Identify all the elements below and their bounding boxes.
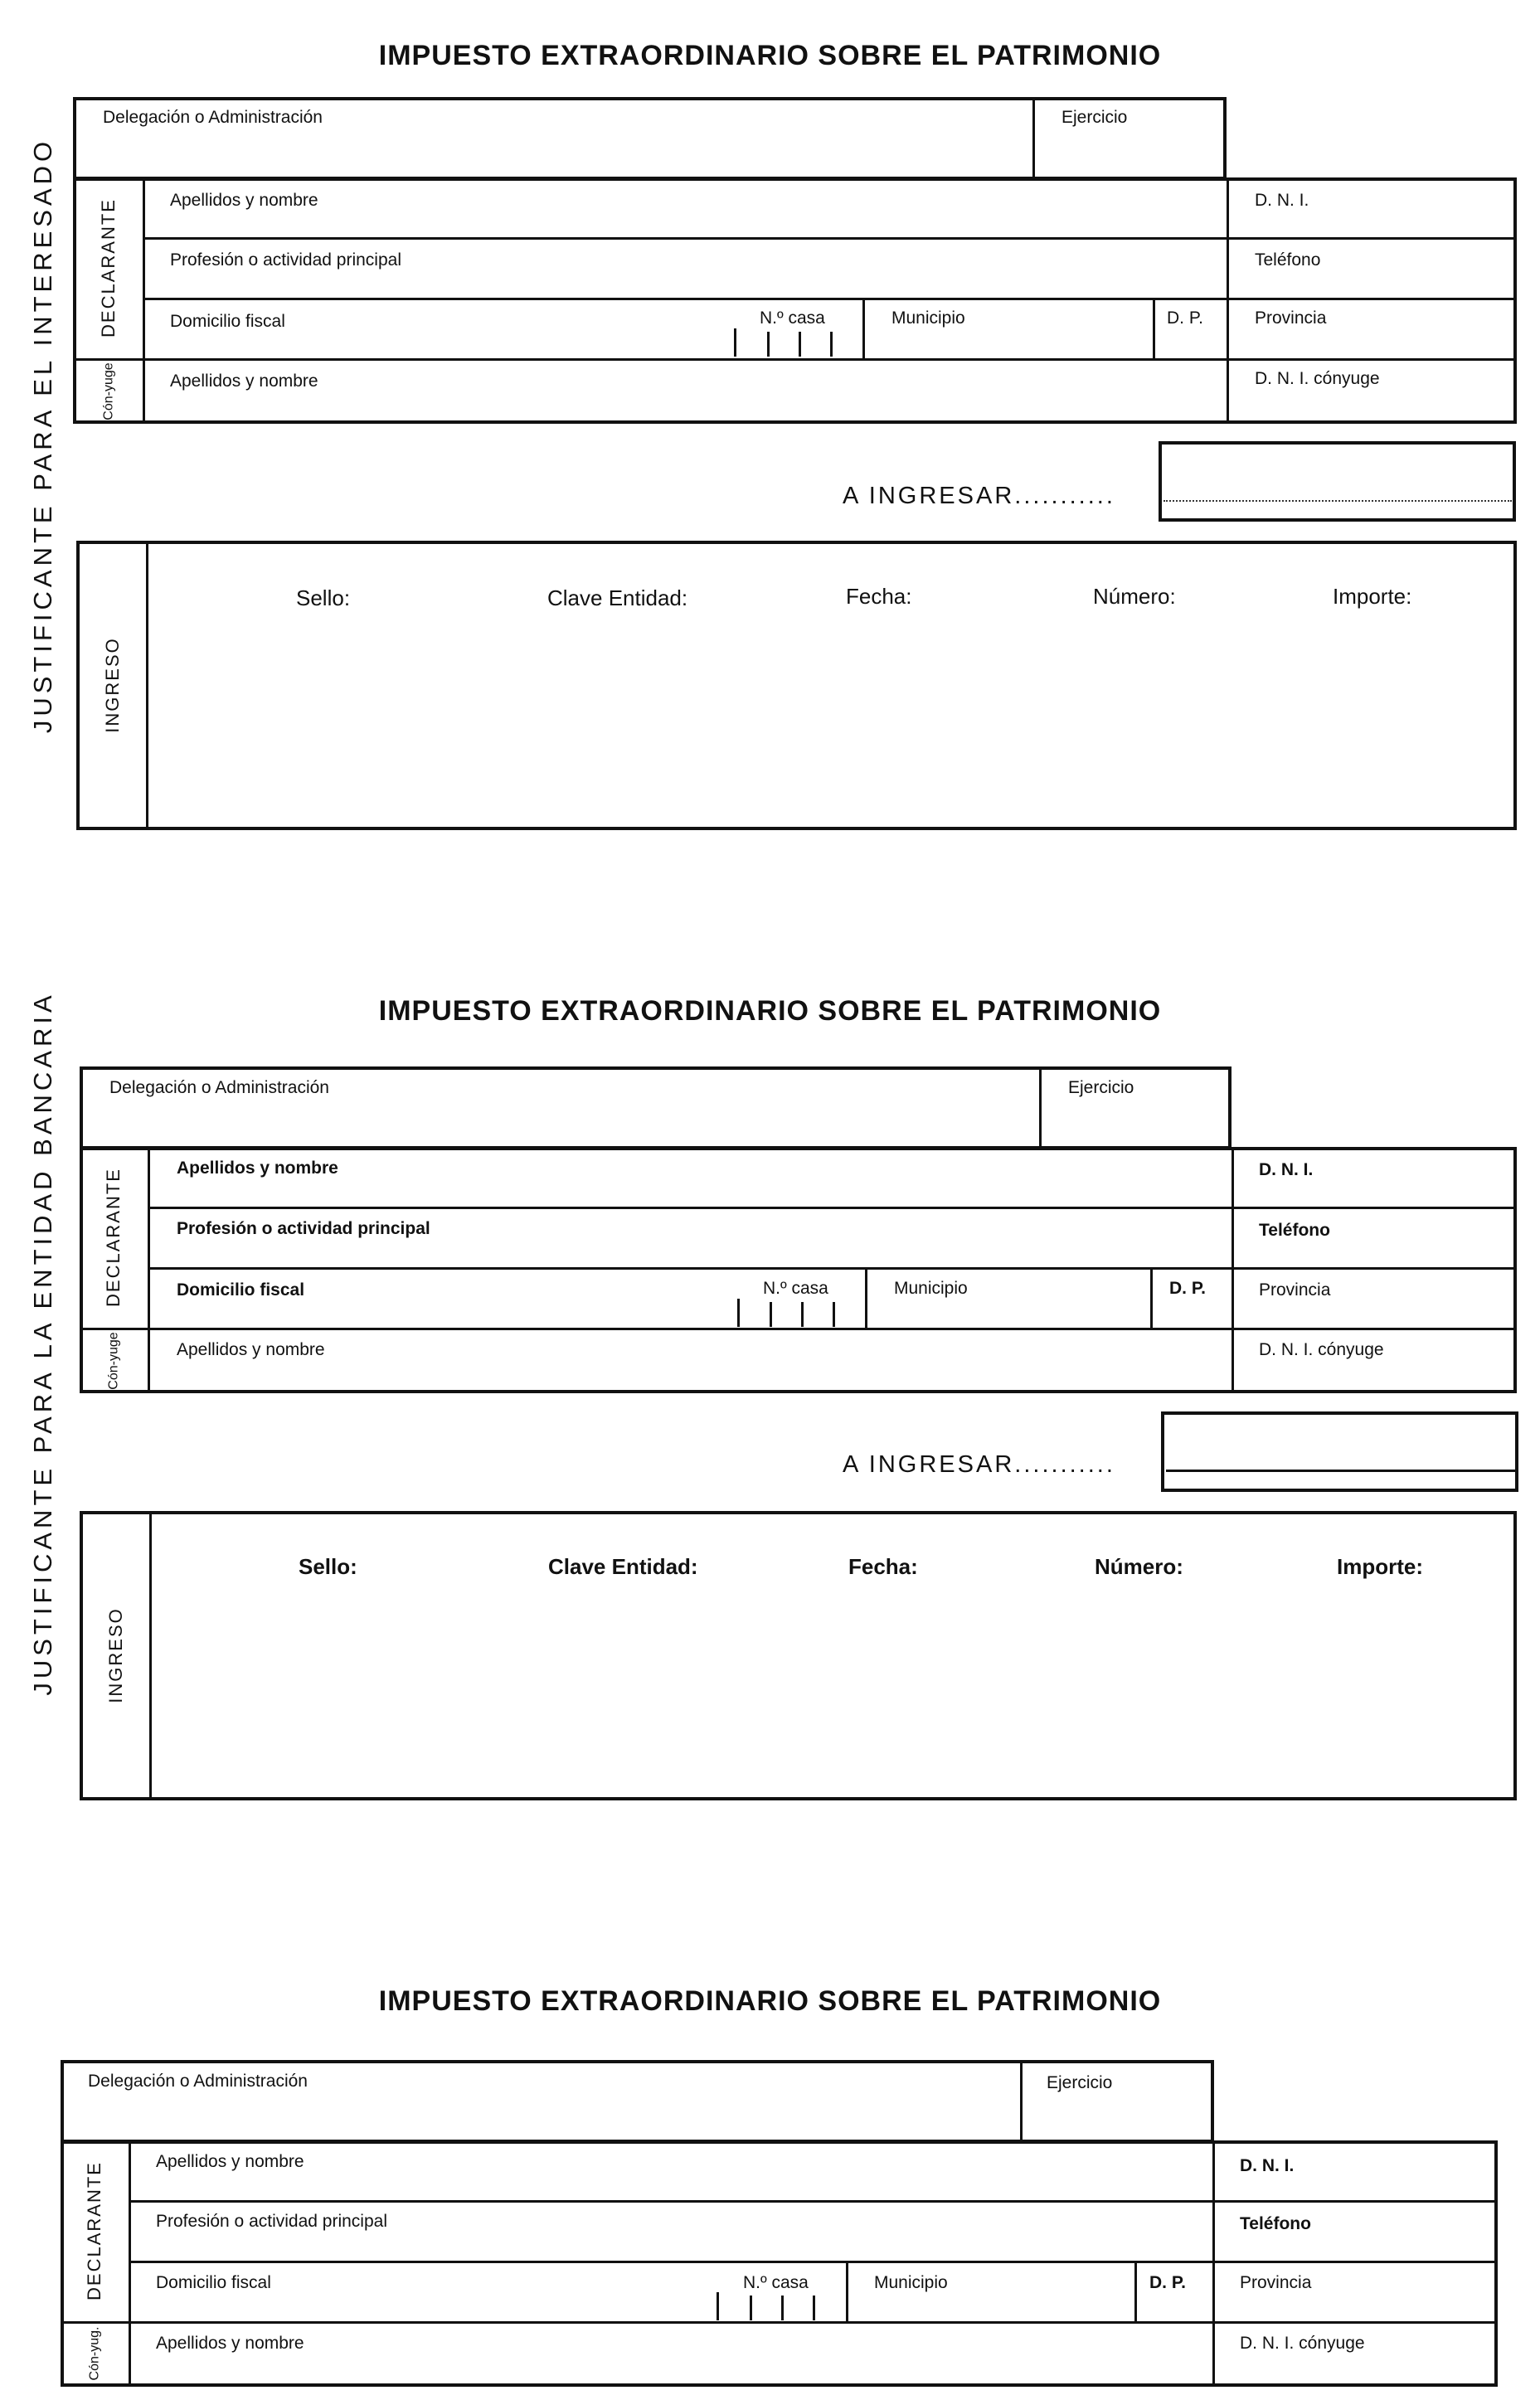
dp-field[interactable]: D. P.: [1169, 1279, 1206, 1298]
telefono-field[interactable]: Teléfono: [1240, 2214, 1311, 2233]
dp-field[interactable]: D. P.: [1149, 2273, 1186, 2292]
sello-header: Sello:: [299, 1554, 357, 1579]
ncasa-field[interactable]: N.º casa: [760, 309, 825, 328]
ingreso-box: [80, 1511, 1517, 1800]
form-title: IMPUESTO EXTRAORDINARIO SOBRE EL PATRIMONIO: [378, 40, 1162, 71]
form-title: IMPUESTO EXTRAORDINARIO SOBRE EL PATRIMONIO: [378, 995, 1162, 1027]
profesion-field[interactable]: Profesión o actividad principal: [177, 1219, 430, 1238]
apellidos-field[interactable]: Apellidos y nombre: [177, 1159, 338, 1178]
fecha-header: Fecha:: [846, 584, 912, 609]
conyuge-apellidos-field[interactable]: Apellidos y nombre: [170, 372, 318, 391]
dni-field[interactable]: D. N. I.: [1255, 191, 1309, 210]
ejercicio-field[interactable]: Ejercicio: [1068, 1078, 1134, 1097]
municipio-field[interactable]: Municipio: [894, 1279, 968, 1298]
conyuge-apellidos-field[interactable]: Apellidos y nombre: [177, 1340, 325, 1359]
domicilio-field[interactable]: Domicilio fiscal: [156, 2273, 271, 2292]
clave-entidad-header: Clave Entidad:: [547, 585, 688, 610]
provincia-field[interactable]: Provincia: [1255, 309, 1327, 328]
a-ingresar-label: A INGRESAR...........: [843, 483, 1115, 509]
ejercicio-field[interactable]: Ejercicio: [1047, 2073, 1113, 2092]
delegacion-field[interactable]: Delegación o Administración: [103, 108, 323, 127]
delegacion-field[interactable]: Delegación o Administración: [88, 2072, 308, 2091]
dni-conyuge-field[interactable]: D. N. I. cónyuge: [1259, 1340, 1384, 1359]
domicilio-field[interactable]: Domicilio fiscal: [177, 1280, 305, 1300]
sello-header: Sello:: [296, 585, 351, 610]
importe-header: Importe:: [1337, 1554, 1423, 1579]
municipio-field[interactable]: Municipio: [891, 309, 965, 328]
provincia-field[interactable]: Provincia: [1240, 2273, 1312, 2292]
telefono-field[interactable]: Teléfono: [1259, 1221, 1330, 1240]
telefono-field[interactable]: Teléfono: [1255, 250, 1321, 270]
domicilio-field[interactable]: Domicilio fiscal: [170, 312, 285, 331]
a-ingresar-input[interactable]: [1159, 441, 1516, 522]
apellidos-field[interactable]: Apellidos y nombre: [170, 191, 318, 210]
a-ingresar-label: A INGRESAR...........: [843, 1451, 1115, 1478]
profesion-field[interactable]: Profesión o actividad principal: [170, 250, 401, 270]
ejercicio-field[interactable]: Ejercicio: [1061, 108, 1128, 127]
municipio-field[interactable]: Municipio: [874, 2273, 948, 2292]
form-title: IMPUESTO EXTRAORDINARIO SOBRE EL PATRIMONIO: [378, 1985, 1162, 2017]
clave-entidad-header: Clave Entidad:: [548, 1554, 698, 1579]
numero-header: Número:: [1095, 1554, 1183, 1579]
numero-header: Número:: [1093, 584, 1176, 609]
fecha-header: Fecha:: [848, 1554, 918, 1579]
delegacion-field[interactable]: Delegación o Administración: [109, 1078, 329, 1097]
ingreso-box: [76, 541, 1517, 830]
ncasa-field[interactable]: N.º casa: [743, 2273, 809, 2292]
importe-header: Importe:: [1333, 584, 1412, 609]
ncasa-field[interactable]: N.º casa: [763, 1279, 828, 1298]
provincia-field[interactable]: Provincia: [1259, 1280, 1331, 1300]
dni-conyuge-field[interactable]: D. N. I. cónyuge: [1240, 2334, 1365, 2353]
a-ingresar-input[interactable]: [1161, 1411, 1518, 1492]
apellidos-field[interactable]: Apellidos y nombre: [156, 2152, 304, 2171]
profesion-field[interactable]: Profesión o actividad principal: [156, 2212, 387, 2231]
conyuge-apellidos-field[interactable]: Apellidos y nombre: [156, 2334, 304, 2353]
dp-field[interactable]: D. P.: [1167, 309, 1203, 328]
dni-conyuge-field[interactable]: D. N. I. cónyuge: [1255, 369, 1380, 388]
dni-field[interactable]: D. N. I.: [1259, 1160, 1314, 1179]
dni-field[interactable]: D. N. I.: [1240, 2156, 1295, 2175]
